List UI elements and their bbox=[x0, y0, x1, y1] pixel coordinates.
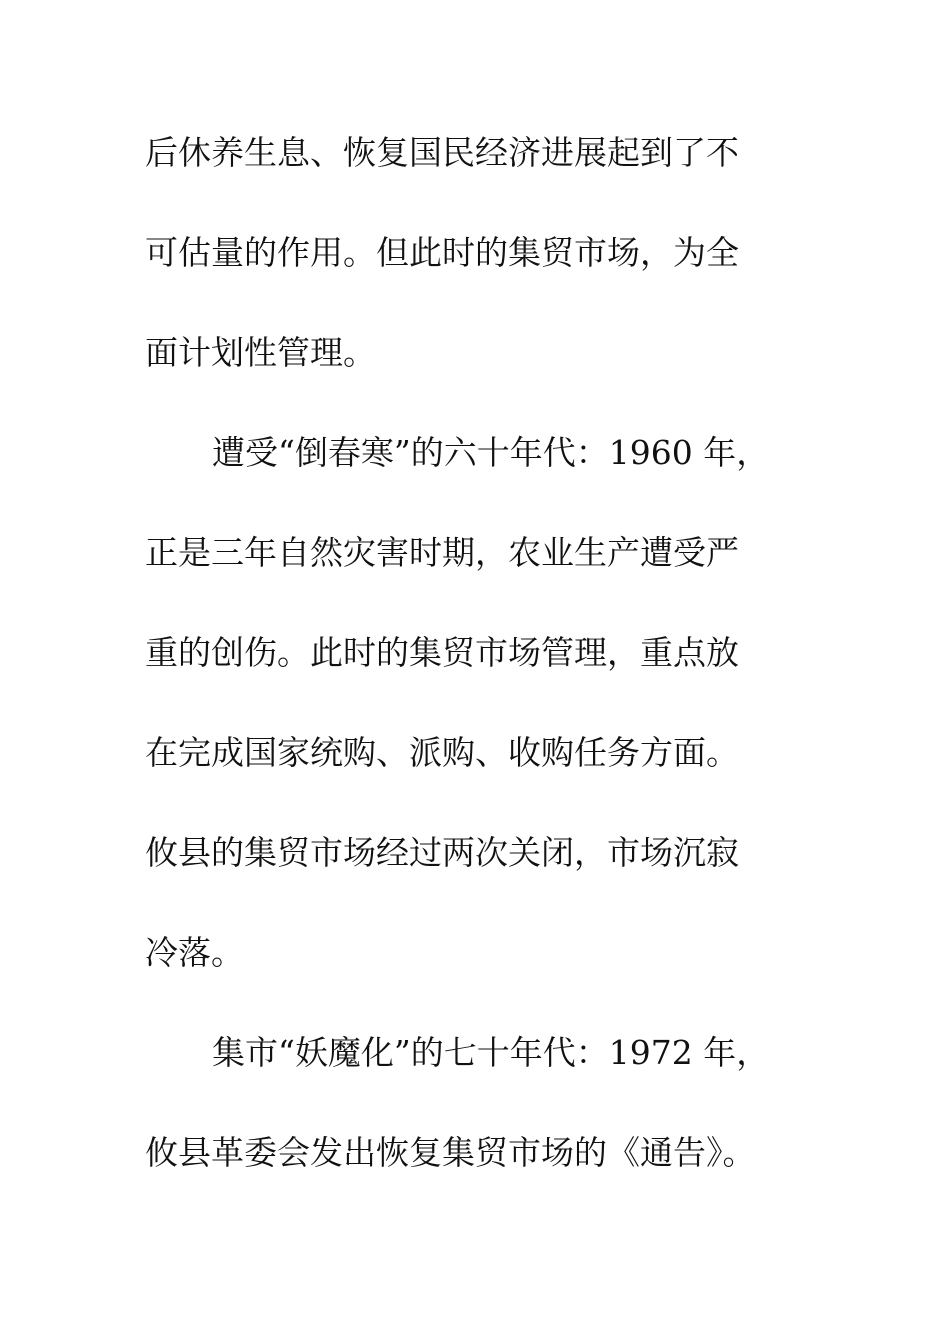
text-line-3: 面计划性管理。 bbox=[145, 333, 376, 372]
text-line-7: 在完成国家统购、派购、收购任务方面。 bbox=[145, 733, 739, 772]
paragraph-start-seventies: 集市“妖魔化”的七十年代：1972 年， bbox=[212, 1033, 770, 1072]
text-line-5: 正是三年自然灾害时期，农业生产遭受严 bbox=[145, 533, 739, 572]
paragraph-start-sixties: 遭受“倒春寒”的六十年代：1960 年， bbox=[212, 433, 770, 472]
text-line-11: 攸县革委会发出恢复集贸市场的《通告》。 bbox=[145, 1133, 756, 1172]
text-line-2: 可估量的作用。但此时的集贸市场，为全 bbox=[145, 233, 739, 272]
text-line-1: 后休养生息、恢复国民经济进展起到了不 bbox=[145, 133, 739, 172]
text-line-9: 冷落。 bbox=[145, 933, 244, 972]
document-body bbox=[145, 128, 810, 1228]
text-line-8: 攸县的集贸市场经过两次关闭，市场沉寂 bbox=[145, 833, 739, 872]
text-line-6: 重的创伤。此时的集贸市场管理，重点放 bbox=[145, 633, 739, 672]
